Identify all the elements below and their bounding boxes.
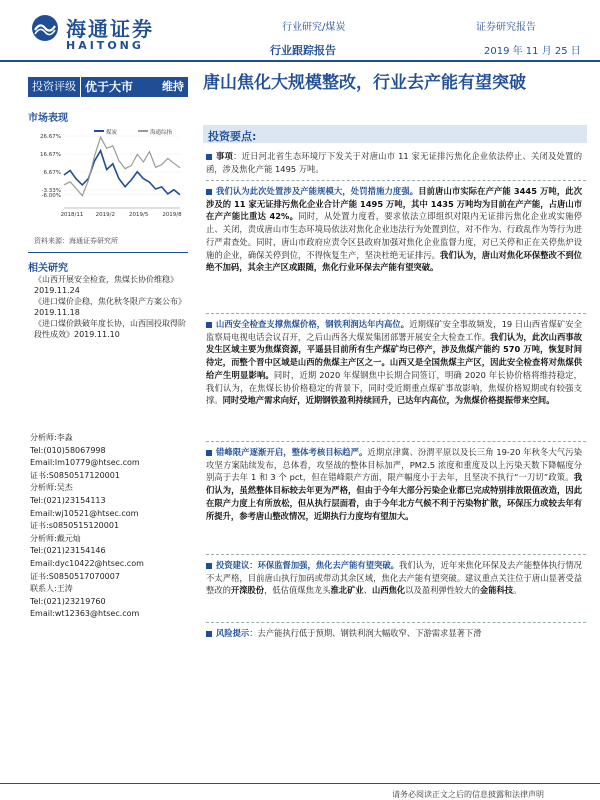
divider — [206, 622, 586, 623]
text-segment: 事项 — [216, 151, 234, 161]
report-type: 证券研究报告 — [476, 22, 536, 33]
text-segment: 开滦股份 — [230, 585, 265, 596]
key-points-title: 投资要点: — [208, 130, 257, 143]
text-segment: 我们认为，此次山西事故发生区域主要为焦煤资源，平遥县目前所有生产煤矿均已停产，涉及焦煤产能约 570 万吨，恢复时间待定，而整个晋中区域是山西的焦煤主产区之一。山西又是全国焦煤主产区，因此安全检查将对焦煤供给产生明显影响。 — [206, 331, 582, 380]
contact-line: 分析师:吴杰 — [30, 483, 73, 493]
contact-line: Tel:(021)23154146 — [30, 546, 106, 556]
report-subtitle: 行业跟踪报告 — [270, 44, 336, 57]
text-segment: ，低估值煤焦龙头 — [264, 585, 331, 596]
contact-email[interactable]: Email:wj10521@htsec.com — [30, 508, 139, 518]
rating-label: 投资评级 — [32, 80, 76, 93]
paragraph-tangshan — [206, 185, 582, 274]
text-segment: 我们认为，唐山对焦化环保整改不到位绝不加码，其余主产区或跟随，焦化行业环保去产能有望突破。 — [206, 249, 582, 273]
rating-action: 维持 — [162, 80, 184, 93]
contact-line: Tel:(021)23219760 — [30, 596, 106, 606]
contact-line: Tel:(010)58067998 — [30, 445, 106, 455]
text-segment: 我们认为此次处置涉及产能规模大，处罚措施力度强。 — [216, 186, 419, 196]
legend-label: 海通综指 — [150, 130, 173, 136]
legend-label: 煤炭 — [106, 130, 118, 136]
text-segment: 近期京津冀、汾渭平原以及长三角 19-20 年秋冬大气污染攻坚方案陆续发布，总体看，攻坚战的整体目标加严，PM2.5 浓度和重度及以上污染天数下降幅度分别高于去年 1 和 3 个 pct，但在错峰限产方面，限产幅度小于去年，且坚决不执行“一刀切”政策。 — [206, 447, 582, 483]
rating-bar — [28, 77, 188, 97]
contact-line: 联系人:王涛 — [30, 584, 73, 594]
contact-email[interactable]: Email:dyc10422@htsec.com — [30, 558, 144, 568]
text-segment: 以及盈利弹性较大的 — [405, 585, 480, 596]
text-segment: 风险提示 — [216, 628, 250, 638]
logo-english: HAITONG — [66, 39, 144, 52]
text-segment: 金能科技 — [479, 585, 514, 596]
footer-divider — [0, 783, 600, 784]
related-item[interactable]: 《山西开展安全检查，焦煤长协价维稳》2019.11.24 — [34, 275, 178, 295]
text-segment: ：近日河北省生态环境厅下发关于对唐山市 11 家无证排污焦化企业依法停止、关闭及处置的函，涉及焦化产能 1495 万吨。 — [206, 151, 582, 174]
series-line — [64, 151, 180, 195]
related-item[interactable]: 《进口煤价跌破年度长协，山西国投取得阶段性成效》2019.11.10 — [34, 319, 186, 339]
text-segment: 目前唐山市实际在产产能 3445 万吨，此次涉及的 11 家无证排污焦化企业合计产能 1495 万吨，其中 1435 万吨均为目前在产产能，占唐山市在产产能比重达 42%。 — [206, 186, 582, 222]
y-tick-label: 6.67% — [43, 170, 61, 176]
y-tick-label: -6.00% — [41, 192, 61, 199]
divider — [206, 313, 586, 314]
x-tick-label: 2018/11 — [60, 212, 84, 218]
market-chart — [28, 126, 188, 226]
x-tick-label: 2019/8 — [162, 212, 182, 218]
haitong-logo-icon — [30, 14, 60, 42]
contact-email[interactable]: Email:wt12363@htsec.com — [30, 609, 140, 619]
text-segment: 淮北矿业 — [330, 585, 364, 596]
x-tick-label: 2019/2 — [95, 212, 116, 218]
text-segment: 我们认为，虽然整体目标较去年更为严格，但由于今年大部分污染企业都已完成特别排放限值改造，因此在限产力度上有所放松，但从执行层面看，由于今年北方气候不利于污染物扩散，环保压力或较去年有所提升，参考唐山整改情况，近期执行力度均有望加大。 — [206, 472, 582, 521]
text-segment: ：去产能执行低于预期、钢铁利润大幅收窄、下游需求显著下滑 — [249, 628, 482, 638]
text-segment: 同时，从处置力度看，要求依法立即组织对限内无证排污焦化企业或实施停止、关闭，责成唐山市生态环境局依法对焦化企业违法行为处置到位，对不作为、行政乱作为等行为进行严肃查处。同时，唐山市政府应责令区县政府加强对焦化企业监督力度，对已关停和正在关停焦炉设施的企业，确保关停到位，不得恢复生产，坚决杜绝无证排污。 — [206, 211, 582, 260]
header-divider — [0, 60, 600, 62]
paragraph-risk — [206, 627, 582, 640]
analyst-contacts — [30, 432, 190, 621]
divider — [206, 554, 586, 555]
text-segment: 我们认为，近年来焦化环保及去产能整体执行情况不太严格，目前唐山执行加码或带动其余区域，焦化去产能有望突破。建议重点关注位于唐山显著受益整改的 — [206, 560, 582, 596]
text-segment: 同时受地产需求向好，近期钢铁盈利持续回升，已达年内高位，为焦煤价格提振带来空间。 — [222, 395, 555, 406]
contact-line: 证书:S0850517120001 — [30, 470, 120, 480]
text-segment: 错峰限产逐渐开启，整体考核目标趋严。 — [216, 447, 368, 457]
page-title: 唐山焦化大规模整改，行业去产能有望突破 — [203, 73, 526, 93]
related-item[interactable]: 《进口煤价企稳，焦化秋冬限产方案公布》2019.11.18 — [34, 297, 186, 317]
report-date: 2019 年 11 月 25 日 — [484, 46, 581, 57]
text-segment: 同时，近期 2020 年煤钢焦中长期合同签订，明确 2020 年长协价格将维持稳定，我们认为，在焦煤长协价格稳定的背景下，同时受近期重点煤矿事故影响，焦煤价格短期或有较强支撑。 — [206, 369, 582, 406]
y-tick-label: -3.33% — [41, 188, 61, 194]
related-list — [34, 274, 190, 340]
market-heading: 市场表现 — [28, 113, 68, 124]
text-segment: 、 — [363, 585, 373, 596]
x-tick-label: 2019/5 — [128, 212, 149, 218]
y-tick-label: 26.67% — [40, 134, 61, 140]
text-segment: 山西安全检查支撑焦煤价格，钢铁利润达年内高位。 — [216, 319, 410, 329]
text-segment: 投资建议：环保监督加强，焦化去产能有望突破。 — [216, 560, 399, 570]
rating-value: 优于大市 — [80, 77, 137, 97]
contact-email[interactable]: Email:lm10779@htsec.com — [30, 458, 140, 468]
text-segment: 。 — [513, 585, 522, 596]
divider — [206, 441, 586, 442]
paragraph-event — [206, 150, 582, 175]
footer-disclaimer[interactable]: 请务必阅读正文之后的信息披露和法律声明 — [392, 790, 544, 799]
contact-line: 证书:s0850515120001 — [30, 521, 120, 531]
left-divider — [28, 252, 188, 253]
related-heading: 相关研究 — [28, 263, 68, 274]
paragraph-advice — [206, 559, 582, 597]
key-points-header — [203, 125, 587, 143]
paragraph-restriction — [206, 446, 582, 522]
logo-chinese: 海通证券 — [66, 17, 154, 41]
y-tick-label: 16.67% — [40, 152, 61, 158]
report-category: 行业研究/煤炭 — [282, 22, 346, 33]
paragraph-shanxi — [206, 318, 582, 407]
text-segment: 山西焦化 — [372, 585, 406, 596]
divider — [206, 180, 586, 181]
chart-source: 资料来源：海通证券研究所 — [34, 237, 118, 245]
contact-line: 分析师:戴元灿 — [30, 533, 81, 543]
text-segment: 近期煤矿安全事故频发，19 日山西省煤矿安全监察局电视电话会议召开，之后山西各大煤炭集团部署开展安全大检查工作。 — [206, 319, 582, 342]
contact-line: Tel:(021)23154113 — [30, 495, 106, 505]
contact-line: 证书:S0850517070007 — [30, 571, 120, 581]
contact-line: 分析师:李淼 — [30, 433, 73, 442]
